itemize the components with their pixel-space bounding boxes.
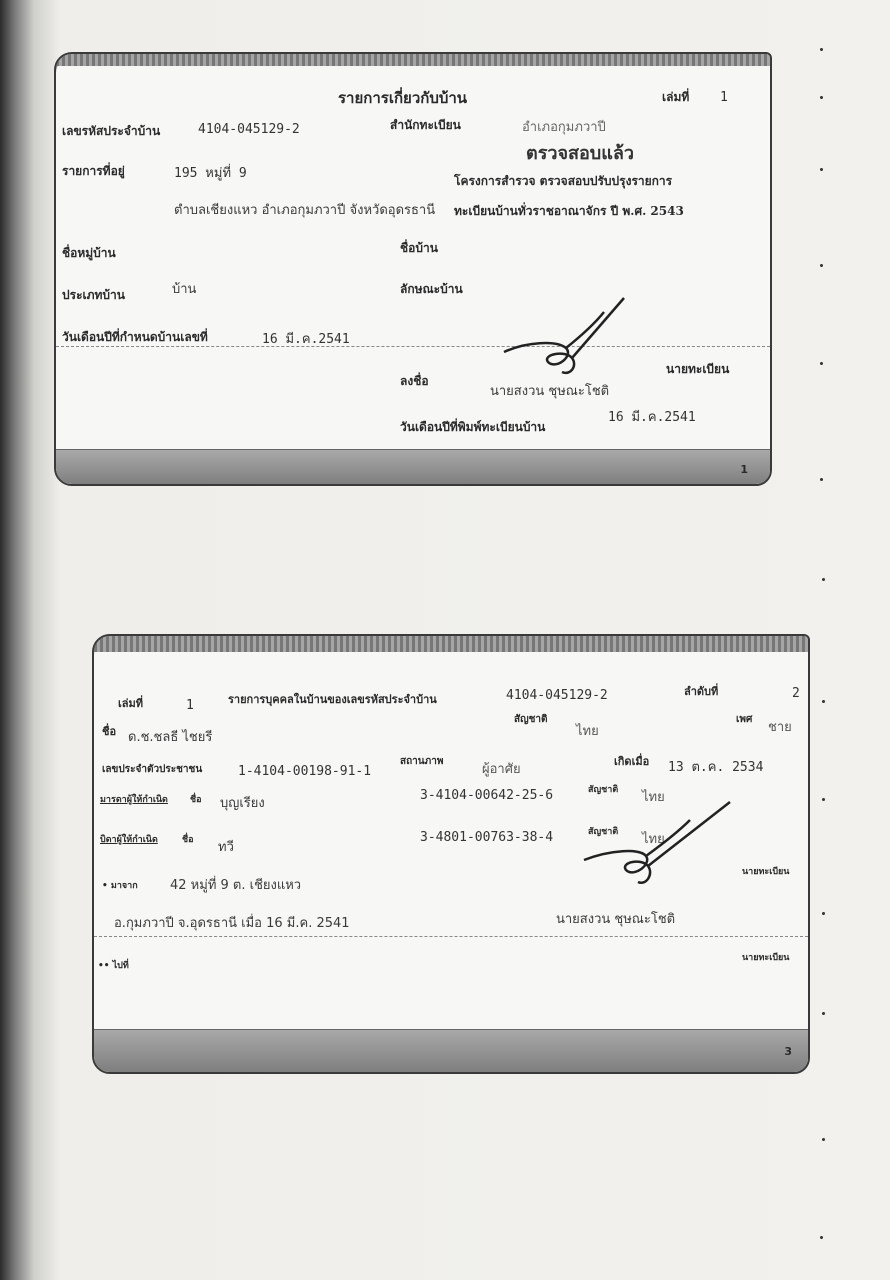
father-nat: ไทย: [642, 832, 665, 847]
scan-dot: [822, 1138, 825, 1141]
registrar-title-2: นายทะเบียน: [742, 953, 790, 963]
scan-dot: [822, 578, 825, 581]
moved-from-label: • มาจาก: [102, 881, 138, 891]
scan-dot: [820, 362, 823, 365]
father-name: ทวี: [218, 840, 234, 855]
registrar-title-1: นายทะเบียน: [742, 867, 790, 877]
order-value: 2: [792, 686, 800, 701]
house-type-value: บ้าน: [172, 282, 197, 297]
status-label: สถานภาพ: [400, 756, 444, 767]
mother-name: บุญเรียง: [220, 796, 265, 811]
father-name-label: ชื่อ: [182, 835, 194, 845]
card2-divider: [94, 936, 808, 937]
moved-to-label: •• ไปที่: [98, 961, 129, 971]
father-nat-label: สัญชาติ: [588, 827, 619, 837]
book-value: 1: [720, 90, 728, 105]
registrar-name: นายสงวน ชุษณะโชติ: [556, 912, 676, 927]
father-id: 3-4801-00763-38-4: [420, 830, 554, 845]
house-name-label: ชื่อบ้าน: [400, 241, 438, 255]
assigned-date-value: 16 มี.ค.2541: [262, 332, 350, 347]
house-character-label: ลักษณะบ้าน: [400, 282, 463, 296]
project-line1: โครงการสำรวจ ตรวจสอบปรับปรุงรายการ: [454, 174, 673, 188]
mother-nat: ไทย: [642, 790, 665, 805]
house-code-value: 4104-045129-2: [198, 122, 300, 137]
birth-value: 13 ต.ค. 2534: [668, 760, 764, 775]
registrar-title: นายทะเบียน: [666, 362, 730, 376]
card1-page-number: 1: [740, 463, 748, 476]
verified-stamp: ตรวจสอบแล้ว: [526, 143, 634, 164]
race-label: สัญชาติ: [514, 714, 548, 725]
person-info-card: [92, 634, 810, 1074]
registrar-office-value: อำเภอกุมภวาปี: [522, 120, 606, 135]
house-info-card: [54, 52, 772, 486]
registrar-signature: [580, 798, 740, 908]
id-value: 1-4104-00198-91-1: [238, 764, 372, 779]
mother-label: มารดาผู้ให้กำเนิด: [100, 795, 168, 805]
scan-dot: [820, 1236, 823, 1239]
card1-divider: [56, 346, 770, 347]
scan-dot: [820, 168, 823, 171]
order-label: ลำดับที่: [684, 685, 719, 698]
registrar-signature: [496, 292, 636, 392]
father-label: บิดาผู้ให้กำเนิด: [100, 835, 158, 845]
card-top-band: [56, 54, 770, 66]
address-line1: 195 หมู่ที่ 9: [174, 166, 247, 181]
village-name-label: ชื่อหมู่บ้าน: [62, 246, 116, 260]
scan-dot: [820, 478, 823, 481]
signature-label: ลงชื่อ: [400, 374, 429, 388]
assigned-date-label: วันเดือนปีที่กำหนดบ้านเลขที่: [62, 330, 208, 344]
registrar-office-label: สำนักทะเบียน: [390, 118, 461, 132]
project-line2: ทะเบียนบ้านทั่วราชอาณาจักร ปี พ.ศ. 2543: [454, 204, 684, 218]
person-name: ด.ช.ชลธี ไชยรี: [128, 730, 213, 745]
scan-dot: [822, 1012, 825, 1015]
scan-dot: [822, 798, 825, 801]
mother-nat-label: สัญชาติ: [588, 785, 619, 795]
scan-dot: [820, 96, 823, 99]
card2-footer-bar: [94, 1029, 808, 1072]
scan-dot: [822, 912, 825, 915]
moved-from-line2: อ.กุมภวาปี จ.อุดรธานี เมื่อ 16 มี.ค. 2541: [114, 916, 350, 931]
scan-dot: [820, 48, 823, 51]
name-label: ชื่อ: [102, 725, 117, 738]
card-top-band: [94, 636, 808, 652]
birth-label: เกิดเมื่อ: [614, 755, 650, 768]
print-date-value: 16 มี.ค.2541: [608, 410, 696, 425]
sex-value: ชาย: [768, 720, 792, 735]
book-value: 1: [186, 698, 194, 713]
house-code-label: เลขรหัสประจำบ้าน: [62, 124, 161, 138]
moved-from-line1: 42 หมู่ที่ 9 ต. เชียงแหว: [170, 878, 302, 893]
mother-name-label: ชื่อ: [190, 795, 202, 805]
scan-dot: [822, 700, 825, 703]
person-section-heading: รายการบุคคลในบ้านของเลขรหัสประจำบ้าน: [228, 693, 437, 706]
print-date-label: วันเดือนปีที่พิมพ์ทะเบียนบ้าน: [400, 420, 546, 434]
address-label: รายการที่อยู่: [62, 164, 125, 178]
card1-footer-bar: [56, 449, 770, 484]
race-value: ไทย: [576, 724, 599, 739]
card1-title: รายการเกี่ยวกับบ้าน: [338, 89, 468, 107]
id-label: เลขประจำตัวประชาชน: [102, 764, 203, 775]
registrar-name: นายสงวน ชุษณะโชติ: [490, 384, 610, 399]
book-label: เล่มที่: [662, 90, 690, 104]
book-label: เล่มที่: [118, 697, 144, 710]
sex-label: เพศ: [736, 714, 753, 725]
house-code-value: 4104-045129-2: [506, 688, 608, 703]
card2-page-number: 3: [784, 1045, 792, 1058]
status-value: ผู้อาศัย: [482, 762, 521, 777]
address-line2: ตำบลเชียงแหว อำเภอกุมภวาปี จังหวัดอุดรธานี: [174, 203, 436, 218]
house-type-label: ประเภทบ้าน: [62, 288, 125, 302]
mother-id: 3-4104-00642-25-6: [420, 788, 554, 803]
scan-dot: [820, 264, 823, 267]
